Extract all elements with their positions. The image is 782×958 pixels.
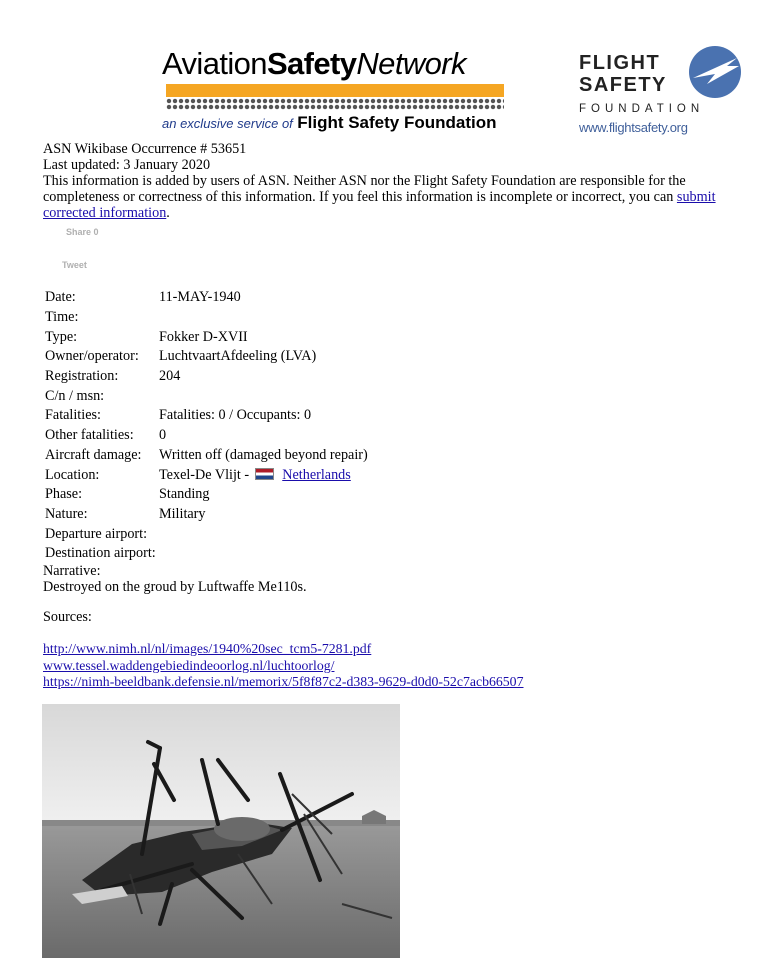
detail-label: Nature: <box>45 505 88 522</box>
detail-row-type <box>43 327 368 347</box>
asn-logo-orange-bar <box>166 84 504 97</box>
country-link-netherlands[interactable]: Netherlands <box>282 466 351 483</box>
narrative-section <box>43 563 307 595</box>
detail-row-departure <box>43 524 368 544</box>
source-link[interactable]: www.tessel.waddengebiedindeoorlog.nl/luchtoorlog/ <box>43 657 335 673</box>
detail-row-fatalities <box>43 406 368 426</box>
detail-value: 204 <box>159 368 181 385</box>
detail-row-phase <box>43 485 368 505</box>
detail-value: Fatalities: 0 / Occupants: 0 <box>159 407 312 424</box>
occurrence-number: ASN Wikibase Occurrence # 53651 <box>43 141 247 157</box>
fsf-globe-icon <box>687 44 743 100</box>
detail-label: Location: <box>45 466 100 483</box>
detail-value: 11-MAY-1940 <box>159 289 241 306</box>
fsf-logo-line3: FOUNDATION <box>579 103 705 115</box>
detail-row-owner <box>43 347 368 367</box>
detail-value: 0 <box>159 427 167 444</box>
submit-corrected-info-link[interactable]: submit corrected information <box>43 189 716 221</box>
asn-logo-dot-pattern <box>166 98 504 110</box>
narrative-label: Narrative: <box>43 563 101 579</box>
detail-value <box>157 386 368 406</box>
netherlands-flag-icon <box>255 468 274 480</box>
narrative-text: Destroyed on the groud by Luftwaffe Me110s. <box>43 579 307 595</box>
fsf-logo-line1: FLIGHT <box>579 52 661 74</box>
sources-list <box>43 641 523 691</box>
last-updated: Last updated: 3 January 2020 <box>43 157 211 173</box>
asn-logo[interactable] <box>162 44 507 136</box>
fsf-logo[interactable] <box>577 44 747 140</box>
detail-label: Departure airport: <box>45 525 148 542</box>
source-link[interactable]: http://www.nimh.nl/nl/images/1940%20sec_tcm5-7281.pdf <box>43 641 372 656</box>
intro-section <box>43 141 733 221</box>
disclaimer: This information is added by users of ASN. Neither ASN nor the Flight Safety Foundation are responsible for the completeness or correctness of this information. If you feel this information is incomplete or incorrect, you can submit corrected information. <box>43 173 716 221</box>
detail-row-time <box>43 308 368 328</box>
detail-value <box>157 308 368 328</box>
detail-row-destination <box>43 544 368 564</box>
aircraft-wreck-photo[interactable] <box>42 704 400 958</box>
detail-label: Date: <box>45 289 76 306</box>
detail-label: Destination airport: <box>45 545 156 562</box>
detail-label: Aircraft damage: <box>45 446 142 463</box>
detail-row-aircraft-damage <box>43 446 368 466</box>
detail-row-date <box>43 288 368 308</box>
detail-label: Time: <box>45 309 79 326</box>
detail-value: Fokker D-XVII <box>159 328 248 345</box>
detail-label: Fatalities: <box>45 407 101 424</box>
detail-row-registration <box>43 367 368 387</box>
detail-row-msn <box>43 386 368 406</box>
detail-value: LuchtvaartAfdeeling (LVA) <box>159 348 317 365</box>
detail-label: Type: <box>45 328 78 345</box>
detail-value: Texel-De Vlijt - Netherlands <box>159 466 351 483</box>
asn-logo-wordmark: AviationSafetyNetwork <box>162 46 466 81</box>
detail-label: Registration: <box>45 368 119 385</box>
detail-row-nature <box>43 505 368 525</box>
occurrence-details-table <box>43 288 368 564</box>
detail-value <box>157 544 368 564</box>
detail-row-location <box>43 465 368 485</box>
source-link[interactable]: https://nimh-beeldbank.defensie.nl/memorix/5f8f87c2-d383-9629-d0d0-52c7acb66507 <box>43 674 524 689</box>
share-button[interactable]: Share 0 <box>66 227 99 237</box>
sources-label: Sources: <box>43 609 92 625</box>
detail-label: C/n / msn: <box>45 387 105 404</box>
fsf-logo-line2: SAFETY <box>579 74 667 96</box>
detail-label: Owner/operator: <box>45 348 139 365</box>
detail-label: Other fatalities: <box>45 427 134 444</box>
detail-label: Phase: <box>45 486 83 503</box>
fsf-logo-url: www.flightsafety.org <box>579 120 688 135</box>
detail-value: Military <box>159 505 206 522</box>
detail-value: Written off (damaged beyond repair) <box>159 446 368 463</box>
tweet-button[interactable]: Tweet <box>62 260 87 270</box>
detail-value <box>157 524 368 544</box>
detail-row-other-fatalities <box>43 426 368 446</box>
asn-logo-subtitle: an exclusive service of Flight Safety Foundation <box>162 113 497 132</box>
detail-value: Standing <box>159 486 210 503</box>
